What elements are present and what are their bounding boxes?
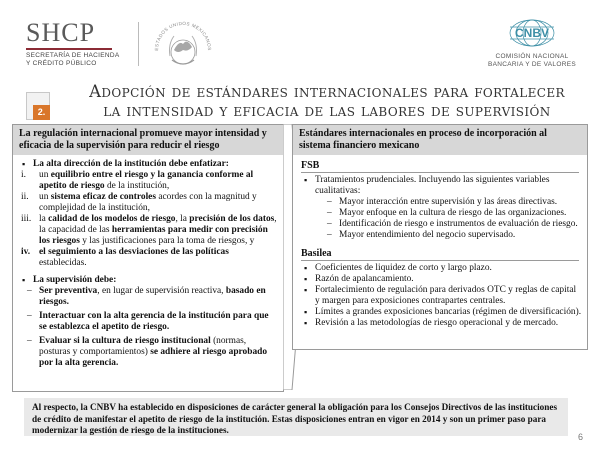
item-text: un	[39, 192, 51, 202]
basilea-list	[301, 263, 583, 329]
item-bold: calidad de los modelos de riesgo	[48, 214, 176, 224]
list-marker: i.	[21, 170, 26, 180]
cnbv-globe-icon	[476, 18, 588, 48]
page-number: 6	[578, 432, 584, 442]
cnbv-subtitle-1: COMISIÓN NACIONAL	[495, 53, 569, 60]
left-panel-body	[13, 155, 283, 369]
item-text: , en lugar de supervisión reactiva,	[97, 286, 226, 296]
bullet-lead: La alta dirección de la institución debe enfatizar:	[33, 159, 229, 169]
cnbv-logo	[476, 18, 588, 69]
list-marker: iii.	[21, 214, 32, 224]
conclusion-box: Al respecto, la CNBV ha establecido en disposiciones de carácter general la obligación para los Consejos Directivos de las instituciones de crédito de manifestar el apetito de riesgo de la institución. Estas disposiciones entran en vigor en 2014 y son un primer paso para modernizar la gestión de riesgo de la instituciones.	[24, 398, 568, 436]
item-text: y las justificaciones para la toma de riesgos, y	[79, 236, 255, 246]
list-item: ▪ Coeficientes de liquidez de corto y largo plazo.	[301, 263, 583, 274]
seal-text: ESTADOS UNIDOS MEXICANOS	[153, 20, 213, 51]
list-item	[25, 311, 277, 333]
section-number-badge	[26, 92, 50, 120]
list-item	[301, 175, 583, 197]
item-bold: herramientas para medir con precisión los riesgos	[39, 225, 268, 246]
item-bold: equilibrio entre el riesgo y la ganancia conforme al apetito de riesgo	[39, 170, 254, 191]
mexico-seal-icon	[150, 14, 216, 76]
list-marker: ii.	[21, 192, 29, 202]
cnbv-logo-text: CNBV	[514, 26, 550, 40]
item-text: la	[39, 214, 49, 224]
item-text: establecidas.	[39, 258, 87, 268]
fsb-sublist	[325, 197, 583, 241]
list-item	[25, 336, 277, 369]
item-text: de la institución,	[104, 181, 170, 191]
list-item: – Identificación de riesgo e instrumentos de evaluación de riesgo.	[325, 219, 583, 230]
cnbv-subtitle-2: BANCARIA Y DE VALORES	[488, 61, 576, 68]
fsb-section-title: FSB	[301, 158, 579, 173]
list-item	[19, 214, 277, 247]
shcp-subtitle-2: Y CRÉDITO PÚBLICO	[26, 60, 97, 67]
logo-separator	[138, 22, 139, 66]
item-text: , la capacidad de las	[39, 214, 277, 235]
slide-header	[0, 0, 600, 82]
item-text: un	[39, 170, 51, 180]
shcp-logo-rule	[26, 48, 112, 50]
list-item: – Mayor interacción entre supervisión y las áreas directivas.	[325, 197, 583, 208]
list-item	[19, 192, 277, 214]
shcp-subtitle-1: SECRETARÍA DE HACIENDA	[26, 52, 120, 59]
list-item: ▪ Fortalecimiento de regulación para derivados OTC y reglas de capital y margen para exposiciones contrapartes centrales.	[301, 285, 583, 307]
list-item: – Mayor enfoque en la cultura de riesgo de las organizaciones.	[325, 208, 583, 219]
slide-title	[62, 82, 592, 120]
left-panel	[12, 124, 284, 392]
left-panel-heading: La regulación internacional promueve mayor intensidad y eficacia de la supervisión para reducir el riesgo	[13, 125, 283, 155]
item-bold: Evaluar si la cultura de riesgo institucional	[39, 336, 211, 346]
item-bold: Ser preventiva	[39, 286, 98, 296]
list-item: – Mayor entendimiento del negocio supervisado.	[325, 230, 583, 241]
slide-title-line-1: Adopción de estándares internacionales para fortalecer	[89, 82, 565, 101]
list-marker: iv.	[21, 247, 31, 257]
item-text: , la	[175, 214, 190, 224]
shcp-logo	[26, 20, 136, 68]
basilea-section-title: Basilea	[301, 246, 579, 261]
list-item: ▪ Razón de apalancamiento.	[301, 274, 583, 285]
item-bold: se adhiere al riesgo aprobado por la alta gerencia.	[39, 347, 268, 368]
item-text: (normas, posturas y comportamientos)	[39, 336, 247, 357]
list-item: ▪ Revisión a las metodologías de riesgo operacional y de mercado.	[301, 318, 583, 329]
item-bold: sistema eficaz de controles	[50, 192, 156, 202]
list-item	[19, 247, 277, 269]
list-item	[19, 170, 277, 192]
list-item	[19, 275, 277, 286]
item-text: acordes con la magnitud y complejidad de la institución,	[39, 192, 257, 213]
item-bold: el seguimiento a las desviaciones de las políticas	[39, 247, 229, 257]
list-item: ▪ Límites a grandes exposiciones bancarias (régimen de diversificación).	[301, 307, 583, 318]
item-bold: precisión de los datos	[189, 214, 275, 224]
item-text: Tratamientos prudenciales. Incluyendo las siguientes variables cualitativas:	[315, 175, 550, 196]
right-panel-heading: Estándares internacionales en proceso de incorporación al sistema financiero mexicano	[293, 125, 587, 155]
bullet-lead: La supervisión debe:	[33, 275, 117, 285]
item-bold: basado en riesgos.	[39, 286, 266, 307]
list-item	[19, 159, 277, 170]
right-panel	[292, 124, 588, 350]
slide-title-line-2: la intensidad y eficacia de las labores de supervisión	[103, 101, 551, 120]
right-panel-body	[293, 155, 587, 329]
item-bold: Interactuar con la alta gerencia de la institución para que se establezca el apetito de riesgo.	[39, 311, 269, 332]
list-item	[25, 286, 277, 308]
shcp-logo-text: SHCP	[26, 18, 96, 47]
section-number: 2.	[33, 105, 50, 120]
